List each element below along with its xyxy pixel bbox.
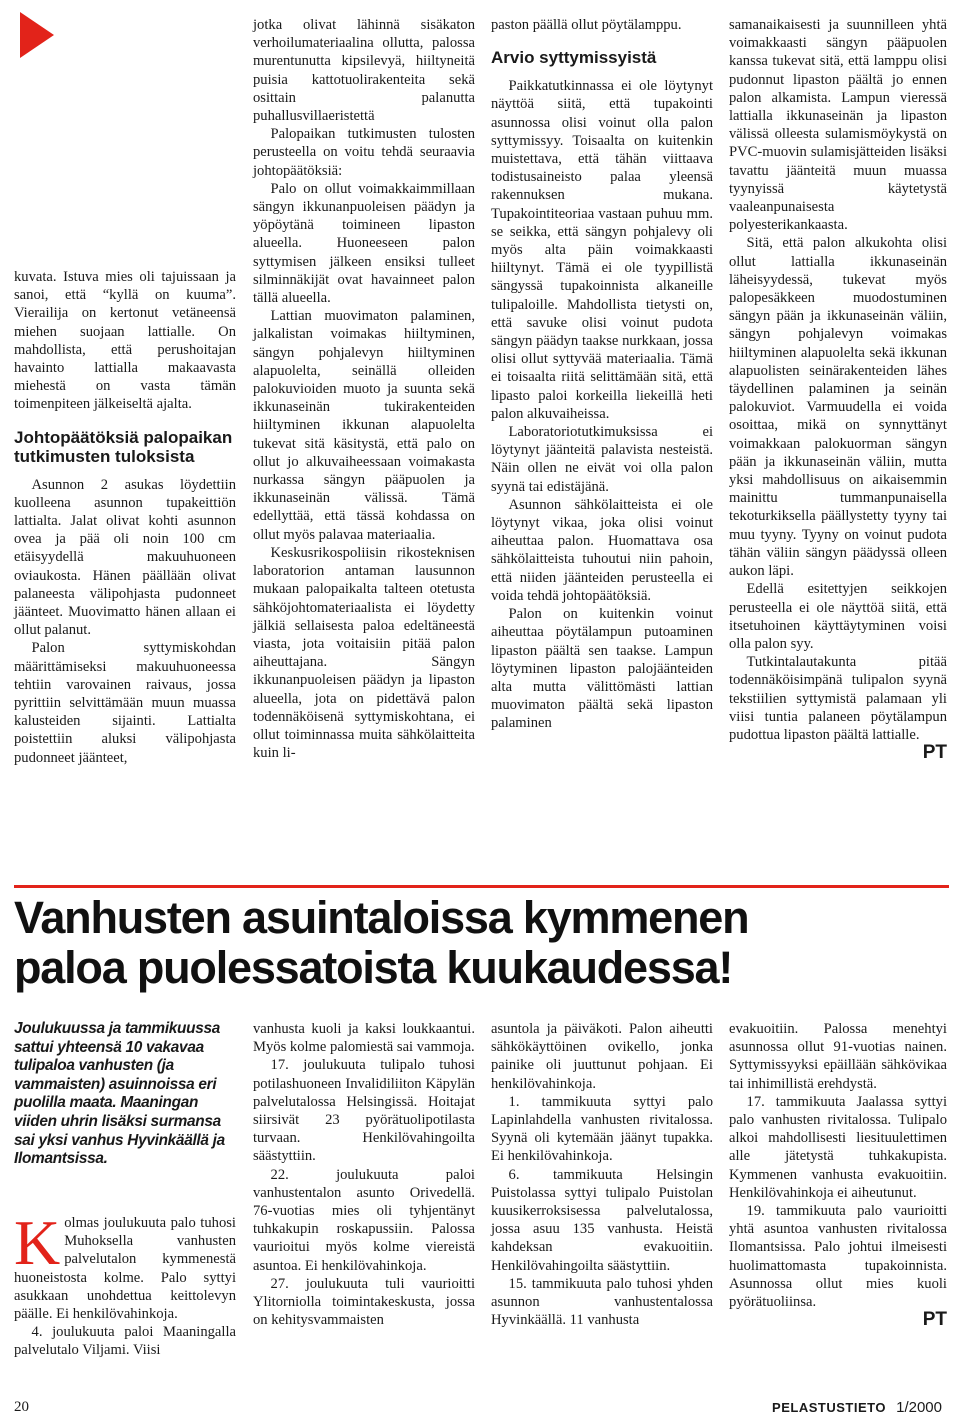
paragraph: samanaikaisesti ja suunnilleen yhtä voimakkaasti sängyn pääpuolen kanssa tukevat sitä, että lamppu olisi pudonnut lipaston päältä jo ennen palon alkamista. Lampun vieressä lattialla ikkunaseinän ja lipaston välissä olleesta sulamismöykystä on PVC-muovin sulamisjätteiden lisäksi tavattu jäänteitä muun muassa tyynyissä käytetystä vaaleanpunaisesta polyesterikankaasta.: [729, 17, 947, 234]
paragraph: Palon syttymiskohdan määrittämiseksi makuuhuoneessa tehtiin varovainen raivaus, jossa pyrittiin selvittämään muun muassa kalusteiden sijainti. Lattialta poistettiin aluksi välipohjasta pudonneet jäänteet,: [14, 640, 236, 766]
paragraph: 17. joulukuuta tulipalo tuhosi potilashuoneen Invalidiliiton Käpylän palvelutalossa Helsingissä. Hoitajat siirsivät 23 pyörätuolipotilasta turvaan. Henkilövahingoilta säästyttiin.: [253, 1057, 475, 1165]
paragraph: 15. tammikuuta palo tuhosi yhden asunnon vanhustentalossa Hyvinkäällä. 11 vanhusta: [491, 1275, 713, 1329]
paragraph: Palon on kuitenkin voinut aiheuttaa pöytälampun putoaminen lipaston päältä sen taakse. Lampun löytyminen lipaston palojäänteiden alta mutta välittömästi lattian muovimaton päältä sekä lipaston palaminen: [491, 606, 713, 732]
headline-line-1: Vanhusten asuintaloissa kymmenen: [14, 892, 749, 943]
paragraph: asuntola ja päiväkoti. Palon aiheutti sähkökäyttöinen ovikello, jonka painike oli juuttunut pohjaan. Ei henkilövahinkoja.: [491, 1021, 713, 1092]
paragraph: 4. joulukuuta paloi Maaningalla palvelutalo Viljami. Viisi: [14, 1324, 236, 1359]
paragraph: 22. joulukuuta paloi vanhustentalon asunto Orivedellä. 76-vuotias mies oli tyhjentänyt tuhkakupin roskapussiin. Palossa vaurioitui myös kolme viereistä asuntoa. Ei henkilövahinkoja.: [253, 1166, 475, 1274]
top-column-2: [253, 16, 475, 762]
section-divider: [14, 885, 949, 888]
top-column-1: [14, 268, 236, 767]
paragraph: Paikkatutkinnassa ei ole löytynyt näyttöä siitä, että tupakointi asunnossa olisi voinut olla palon syttymissyy. Toisaalta on kuitenkin muistettava, että tähän viittaava todistusaineisto palaa yleensä rakennuksen mukana. Tupakointiteoriaa vastaan puhuu mm. se seikka, että sängyn pohjalevy oli myös alta päin voimakkaasti hiiltynyt. Tämä ei ole tyypillistä sängyssä tupakoinnista alkaneille tulipaloille. Mahdollista tietysti on, että savuke olisi voinut pudota sängyn päädyn taakse nurkkaan, jossa olisi ollut syttyvää materiaalia. Tämä ei toisaalta riitä selittämään sitä, että lipasto paloi korkeilla liekeillä heti palon alkuvaiheissa.: [491, 78, 713, 422]
paragraph: Tutkintalautakunta pitää todennäköisimpänä tulipalon syynä tekstiilien syttymistä palamaan yli viisi tuntia palaneen pöytälampun pudottua lipaston päältä lattialle.: [729, 654, 947, 743]
article-column-4: [729, 1020, 947, 1329]
paragraph: Keskusrikospoliisin rikosteknisen laboratorion antaman lausunnon mukaan palopaikalta talteen otetusta sähköjohtomateriaalista ei löydetty jälkiä sellaisesta paloa edeltäneestä viasta, jota voitaisiin pitää palon aiheuttajana. Sängyn ikkunanpuoleisen päädyn ja lipaston alueella, jota on pidettävä palon todennäköisenä syttymiskohtana, ei ollut toiminnassa muita sähkölaitteita kuin li-: [253, 544, 475, 762]
paragraph: [14, 1207, 236, 1323]
article-lead: Joulukuussa ja tammikuussa sattui yhteensä 10 vakavaa tulipaloa vanhusten (ja vammaisten) asuinnoissa eri puolilla maata. Maaningan viiden uhrin lisäksi surmansa sai yksi vanhus Hyvinkäällä ja Ilomantsissa.: [14, 1020, 225, 1168]
paragraph: Asunnon sähkölaitteista ei ole löytynyt vikaa, joka olisi voinut aiheuttaa palon. Huomattava osa sähkölaitteista tuhoutui niin pahoin, että niiden jäänteiden perusteella ei voida tehdä johtopäätöksiä.: [491, 496, 713, 604]
paragraph: evakuoitiin. Palossa menehtyi asunnossa ollut 91-vuotias nainen. Syttymissyyksi epäillään sähkövikaa tai inhimillistä erehdystä.: [729, 1021, 947, 1092]
top-column-4: [729, 16, 947, 762]
issue-number: 1/2000: [896, 1399, 942, 1416]
article-column-2: [253, 1020, 475, 1329]
article-headline: [14, 893, 954, 993]
article-column-1: [14, 1207, 236, 1360]
drop-cap: K: [14, 1207, 61, 1278]
headline-line-2: paloa puolessatoista kuukaudessa!: [14, 942, 733, 993]
paragraph: Palopaikan tutkimusten tulosten perusteella on voitu tehdä seuraavia johtopäätöksiä:: [253, 126, 475, 179]
paragraph-text: olmas joulukuuta palo tuhosi Muhoksella vanhusten palvelutalon kymmenestä huoneistosta kolme. Palo syttyi asukkaan unohdettua keittolevyn päälle. Ei henkilövahinkoja.: [14, 1215, 236, 1323]
magazine-name: PELASTUSTIETO: [772, 1400, 886, 1415]
top-column-3: [491, 16, 713, 733]
paragraph: 27. joulukuuta tuli vaurioitti Ylitorniolla toimintakeskusta, jossa on kehitysvammaisten: [253, 1275, 475, 1329]
article-column-3: [491, 1020, 713, 1329]
paragraph: Laboratoriotutkimuksissa ei löytynyt jäänteitä palavista nesteistä. Näin ollen ne eivät voi olla palon syynä tai edistäjänä.: [491, 424, 713, 495]
paragraph: jotka olivat lähinnä sisäkaton verhoilumateriaalina ollutta, palossa murentunutta kipsilevyä, hiiltyneitä puisia kattotuolirakenteita sekä osittain palanutta puhallusvillaeristettä: [253, 17, 475, 125]
paragraph: Asunnon 2 asukas löydettiin kuolleena asunnon tupakeittiön lattialta. Jalat olivat kohti asunnon ovea ja pää oli noin 100 cm etäisyydellä makuuhuoneen oviaukosta. Hänen päällään olivat palaneesta välipohjasta pudonneet jäänteet. Muovimatto hänen allaan ei ollut palanut.: [14, 476, 236, 639]
magazine-footer: [772, 1399, 942, 1416]
author-signature: PT: [922, 742, 947, 764]
section-heading: Johtopäätöksiä palopaikan tutkimusten tuloksista: [14, 427, 233, 466]
red-arrow-icon: [20, 12, 54, 58]
paragraph: kuvata. Istuva mies oli tajuissaan ja sanoi, että “kyllä on kuuma”. Vierailija on kertonut vetäneensä miehen suojaan lattialle. On mahdollista, että perushoitajan havainto lattialla makaavasta miehestä on vasta tämän toimenpiteen jälkeiseltä ajalta.: [14, 269, 236, 413]
paragraph: Sitä, että palon alkukohta olisi ollut lattialla ikkunaseinän läheisyydessä, tukevat myös palopesäkkeen muodostuminen sängyn pään ja ikkunaseinän väliin, sängyn pohjalevyn voimakas hiiltyminen alapuolelta sekä ikkunan alapuolisten seinärakenteiden lähes täydellinen palaminen ja seinän palokuviot. Varmuudella ei voida osoittaa, mikä on synnyttänyt voimakkaan palokuorman sängyn pään ja ikkunaseinän väliin, mutta yksi mahdollisuus on aikaisemmin mainittu tummanpunaisella tekoturkiksella päällystetty tyyny tai muu tyyny. Tyyny on voinut pudota tähän väliin sängyn päädyssä olleen aukon läpi.: [729, 235, 947, 580]
paragraph: vanhusta kuoli ja kaksi loukkaantui. Myös kolme palomiestä sai vammoja.: [253, 1021, 475, 1056]
paragraph: Edellä esitettyjen seikkojen perusteella ei ole näyttöä siitä, että itsetuhoinen käyttäytyminen voisi olla palon syy.: [729, 581, 947, 652]
paragraph: 1. tammikuuta syttyi palo Lapinlahdella vanhusten rivitalossa. Syynä oli kytemään jäänyt tupakka. Ei henkilövahinkoja.: [491, 1093, 713, 1165]
paragraph: 17. tammikuuta Jaalassa syttyi palo vanhusten rivitalossa. Tulipalo alkoi mahdollisesti liesituulettimen alle jätetystä tuhkakupista. Kymmenen vanhusta evakuoitiin. Henkilövahinkoja ei aiheutunut.: [729, 1093, 947, 1201]
paragraph: paston päällä ollut pöytälamppu.: [491, 17, 682, 33]
paragraph: Lattian muovimaton palaminen, jalkalistan voimakas hiiltyminen, sängyn pohjalevyn hiiltyminen alapuolelta, seinällä olleiden palokuvioiden muoto ja suunta sekä ikkunaseinän tukirakenteiden hiiltyminen ikkunan alapuolelta tukevat sitä käsitystä, että palo on ollut jo alkuvaiheessaan voimakasta nurkassa sängyn pääpuolen ja ikkunaseinän välissä. Tämä edellyttää, että tässä kohdassa on ollut myös palavaa materiaalia.: [253, 308, 475, 543]
section-heading: Arvio syttymissyistä: [491, 48, 657, 68]
author-signature: PT: [922, 1309, 947, 1331]
paragraph: 19. tammikuuta palo vaurioitti yhtä asuntoa vanhusten rivitalossa Ilomantsissa. Palo johtui ilmeisesti huolimattomasta tupakoinnista. Asunnossa ollut mies kuoli pyörätuoliinsa.: [729, 1203, 947, 1311]
paragraph: Palo on ollut voimakkaimmillaan sängyn ikkunanpuoleisen päädyn ja yöpöytänä toimineen lipaston alueella. Huoneeseen palon syttymisen jälkeen ensiksi tulleet silminnäkijät ovat havainneet palon tällä alueella.: [253, 180, 475, 307]
paragraph: 6. tammikuuta Helsingin Puistolassa syttyi tulipalo Puistolan kuusikerroksisessa palvelutalossa, jossa asuu 135 vanhusta. Heistä kahdeksan evakuoitiin. Henkilövahingoilta säästyttiin.: [491, 1166, 713, 1274]
page-number: 20: [14, 1399, 29, 1415]
